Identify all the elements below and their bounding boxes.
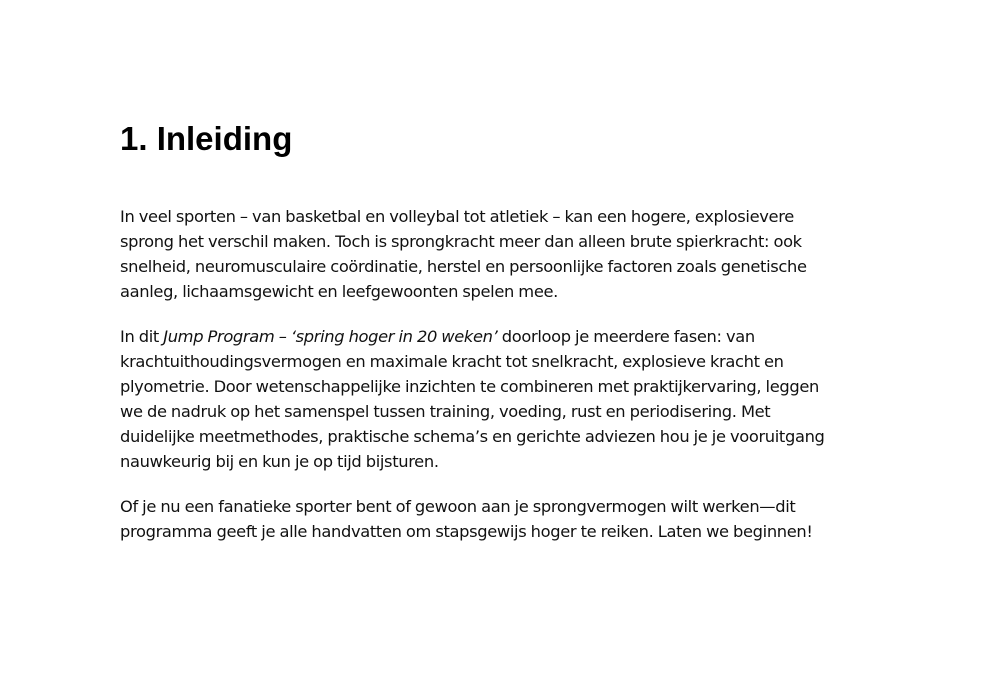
line-prefix: In dit: [120, 327, 164, 346]
paragraph-line: krachtuithoudingsvermogen en maximale kracht tot snelkracht, explosieve kracht en: [120, 352, 784, 371]
paragraph-line: In veel sporten – van basketbal en volleybal tot atletiek – kan een hogere, explosievere: [120, 207, 794, 226]
program-title-italic: Jump Program – ‘spring hoger in 20 weken’: [163, 327, 498, 346]
paragraph-line: duidelijke meetmethodes, praktische schema’s en gerichte adviezen hou je je vooruitgang: [120, 427, 825, 446]
paragraph-line: we de nadruk op het samenspel tussen training, voeding, rust en periodisering. Met: [120, 402, 771, 421]
program-paragraph: [120, 324, 880, 474]
paragraph-line: [120, 324, 880, 349]
section-heading: 1. Inleiding: [120, 120, 293, 157]
paragraph-line: nauwkeurig bij en kun je op tijd bijsturen.: [120, 452, 439, 471]
closing-paragraph: [120, 494, 880, 544]
paragraph-line: snelheid, neuromusculaire coördinatie, herstel en persoonlijke factoren zoals genetische: [120, 257, 807, 276]
paragraph-line: sprong het verschil maken. Toch is sprongkracht meer dan alleen brute spierkracht: ook: [120, 232, 802, 251]
intro-paragraph: [120, 204, 880, 304]
paragraph-line: plyometrie. Door wetenschappelijke inzichten te combineren met praktijkervaring, leggen: [120, 377, 819, 396]
line-suffix: doorloop je meerdere fasen: van: [497, 327, 755, 346]
paragraph-line: aanleg, lichaamsgewicht en leefgewoonten spelen mee.: [120, 282, 558, 301]
paragraph-line: programma geeft je alle handvatten om stapsgewijs hoger te reiken. Laten we beginnen!: [120, 522, 813, 541]
paragraph-line: Of je nu een fanatieke sporter bent of gewoon aan je sprongvermogen wilt werken—dit: [120, 497, 796, 516]
document-content: [120, 118, 880, 544]
